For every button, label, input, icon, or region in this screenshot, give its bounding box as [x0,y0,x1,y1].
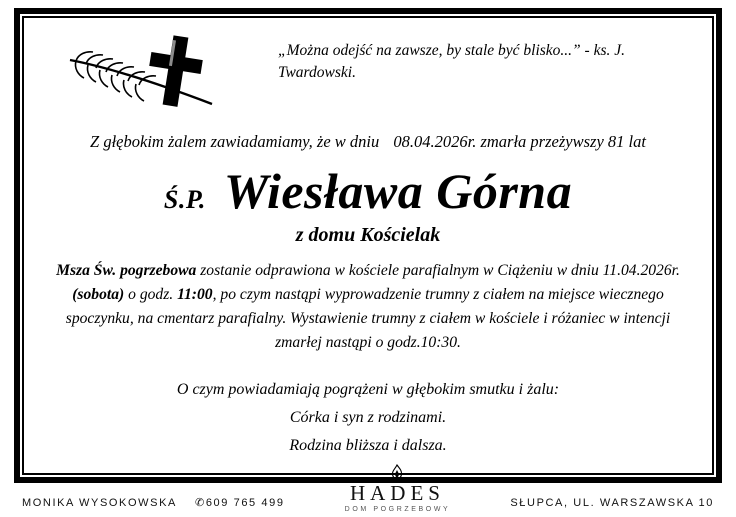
company-logo [345,464,451,515]
mourners-line-2: Rodzina bliższa i dalsza. [289,436,447,454]
header-row [32,26,704,120]
intro-lead: Z głębokim żalem zawiadamiamy, że w dniu [90,132,380,151]
ceremony-line3: ciałem na miejsce wiecznego spoczynku, na cmentarz parafialny. Wystawienie [65,286,664,328]
ceremony-time: 11:00 [177,286,213,304]
footer [22,469,714,515]
company-address: SŁUPCA, UL. WARSZAWSKA 10 [510,497,714,509]
notice-content [32,26,704,465]
mourners-lead: O czym powiadamiają pogrążeni w głębokim smutku i żalu: [176,380,560,398]
brand-name: HADES [349,481,445,505]
cross-with-palm-icon [32,30,262,108]
ceremony-details [32,259,704,356]
footer-agent [22,496,285,515]
ceremony-day: (sobota) [72,286,125,304]
deceased-name: Wiesława Górna [223,163,573,219]
ceremony-line1-rest: zostanie odprawiona w kościele parafialnym w Ciążeniu w [196,262,568,279]
intro-details: 08.04.2026r. zmarła przeżywszy 81 lat [393,132,646,151]
memorial-quote: „Można odejść na zawsze, by stale być blisko...” - ks. J. Twardowski. [278,42,625,82]
deceased-name-row [32,163,704,219]
honorific: Ś.P. [163,185,206,214]
flame-icon [345,464,451,482]
agent-phone: ✆609 765 499 [195,497,285,509]
agent-name: MONIKA WYSOKOWSKA [22,497,177,509]
intro-line [32,132,704,152]
ceremony-line2-c: , po czym nastąpi wyprowadzenie trumny z [212,286,480,304]
ceremony-line4: trumny z ciałem w kościele i różaniec w intencji zmarłej nastąpi o godz.10:30. [275,310,671,352]
ceremony-line2-b: o godz. [124,286,178,304]
ceremony-mass-label: Msza Św. pogrzebowa [56,262,197,279]
maiden-name: z domu Kościelak [295,224,441,246]
mourners-line-1: Córka i syn z rodzinami. [289,408,447,426]
mourners-block [32,376,704,460]
ceremony-line2-a: dniu 11.04.2026r. [571,262,680,279]
brand-subtitle: DOM POGRZEBOWY [344,506,451,513]
